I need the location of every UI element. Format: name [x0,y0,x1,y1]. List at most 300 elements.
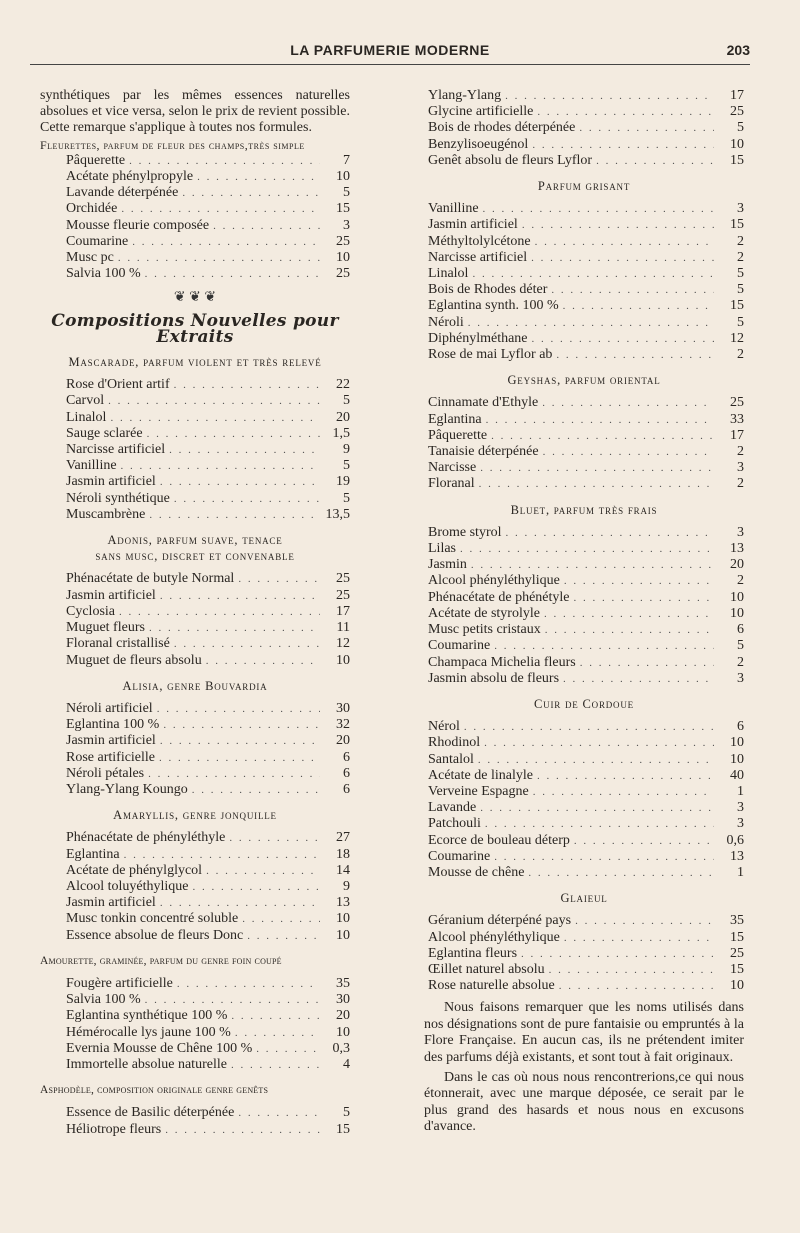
ingredient-name: Tanaisie déterpénée [428,444,539,460]
ingredient-row [40,393,350,409]
ingredient-row [424,622,744,638]
ingredient-row [424,573,744,589]
running-title: LA PARFUMERIE MODERNE [290,42,490,58]
ingredient-quantity: 2 [737,444,744,460]
ingredient-row [424,395,744,411]
ingredient-row [40,1122,350,1138]
ingredient-name: Musc tonkin concentré soluble [66,911,239,927]
ingredient-quantity: 5 [737,266,744,282]
leader-dots [157,701,320,717]
ingredient-row [424,541,744,557]
ingredient-quantity: 3 [737,460,744,476]
ingredient-quantity: 10 [730,136,744,152]
ingredient-quantity: 9 [343,878,350,894]
leader-dots [551,282,714,298]
leader-dots [494,849,714,865]
ingredient-quantity: 25 [730,104,744,120]
leader-dots [160,895,320,911]
ingredient-name: Jasmin artificiel [66,895,156,911]
ingredient-name: Pâquerette [428,427,488,443]
ingredient-quantity: 13 [336,895,350,911]
leader-dots [545,622,714,638]
leader-dots [460,541,714,557]
ingredient-name: Phénacétate de phényléthyle [66,830,226,846]
ingredient-quantity: 5 [737,282,744,298]
ingredient-row [424,331,744,347]
leader-dots [121,201,320,217]
leader-dots [480,460,714,476]
ingredient-name: Orchidée [66,201,118,217]
ingredient-name: Eglantina fleurs [428,945,518,961]
ingredient-quantity: 22 [336,377,350,393]
leader-dots [177,976,320,992]
leader-dots [494,638,714,654]
ingredient-row [40,879,350,895]
leader-dots [160,588,320,604]
ingredient-name: Lavande [428,800,477,816]
ingredient-row [40,992,350,1008]
ingredient-quantity: 5 [343,1105,350,1121]
ingredient-name: Alcool phényléthylique [428,573,560,589]
ingredient-quantity: 12 [336,636,350,652]
ingredient-quantity: 0,6 [726,832,744,848]
ingredient-row [424,88,744,104]
ingredient-name: Bois de Rhodes déter [428,282,548,298]
ingredient-quantity: 13,5 [325,506,350,522]
ingredient-row [40,474,350,490]
ingredient-row [424,120,744,136]
ingredient-quantity: 17 [336,603,350,619]
ingredient-row [40,426,350,442]
ingredient-name: Mousse fleurie composée [66,217,210,233]
ingredient-row [40,1025,350,1041]
formula-list [40,701,350,798]
ingredient-quantity: 3 [343,217,350,233]
ingredient-quantity: 25 [730,395,744,411]
ingredient-row [424,768,744,784]
ingredient-quantity: 0,3 [332,1040,350,1056]
ingredient-quantity: 5 [343,490,350,506]
ingredient-name: Floranal cristallisé [66,636,170,652]
leader-dots [235,1025,320,1041]
ingredient-name: Héliotrope fleurs [66,1121,162,1137]
leader-dots [521,946,714,962]
leader-dots [491,428,714,444]
ingredient-name: Eglantina [66,846,120,862]
leader-dots [119,604,320,620]
formula-list [424,913,744,994]
ingredient-name: Néroli [428,314,464,330]
left-column [40,88,350,1138]
ingredient-name: Verveine Espagne [428,783,529,799]
leader-dots [247,928,320,944]
ingredient-row [424,266,744,282]
formula-list [424,395,744,492]
ingredient-name: Nérol [428,719,460,735]
leader-dots [165,1122,320,1138]
ingredient-quantity: 25 [730,945,744,961]
ingredient-row [40,410,350,426]
ingredient-row [424,913,744,929]
ingredient-name: Rose d'Orient artif [66,377,170,393]
leader-dots [531,250,714,266]
ingredient-name: Rose artificielle [66,749,156,765]
leader-dots [206,653,320,669]
section-title-mascarade: Mascarade, parfum violent et très relevé [68,355,322,370]
ingredient-row [40,153,350,169]
ingredient-quantity: 13 [730,848,744,864]
ingredient-quantity: 10 [730,735,744,751]
ingredient-quantity: 1 [737,783,744,799]
ingredient-quantity: 6 [737,719,744,735]
ingredient-quantity: 2 [737,573,744,589]
ingredient-row [40,863,350,879]
ingredient-quantity: 15 [730,152,744,168]
formula-list [40,571,350,668]
ingredient-row [40,1008,350,1024]
page-number: 203 [726,42,750,58]
ingredient-name: Vanilline [428,201,479,217]
ingredient-row [424,217,744,233]
section-title-cuir: Cuir de Cordoue [534,696,634,711]
ingredient-quantity: 2 [737,249,744,265]
ingredient-quantity: 5 [343,458,350,474]
ingredient-name: Ylang-Ylang [428,88,502,103]
ingredient-row [40,491,350,507]
ingredient-row [424,412,744,428]
leader-dots [147,426,320,442]
ingredient-name: Eglantina synthétique 100 % [66,1008,228,1024]
ingredient-row [424,282,744,298]
leader-dots [537,768,714,784]
leader-dots [483,201,714,217]
ingredient-row [40,507,350,523]
leader-dots [163,717,320,733]
ingredient-name: Eglantina 100 % [66,717,160,733]
ingredient-name: Muscambrène [66,506,146,522]
section-title-grisant: Parfum grisant [537,179,631,194]
leader-dots [238,571,320,587]
ingredient-quantity: 10 [336,652,350,668]
ingredient-row [40,1057,350,1073]
leader-dots [484,735,714,751]
ingredient-quantity: 10 [730,751,744,767]
section-title-bluet: Bluet, parfum très frais [510,502,658,517]
ingredient-quantity: 15 [730,961,744,977]
ingredient-name: Immortelle absolue naturelle [66,1056,227,1072]
section-title-amourette: Amourette, graminée, parfum du genre foin coupé [40,954,282,967]
ingredient-name: Cyclosia [66,603,115,619]
ingredient-quantity: 5 [737,638,744,654]
leader-dots [522,217,714,233]
ingredient-name: Eglantina synth. 100 % [428,298,559,314]
ingredient-name: Musc pc [66,250,114,266]
ingredient-quantity: 35 [730,913,744,929]
leader-dots [129,153,320,169]
ingredient-name: Œillet naturel absolu [428,961,545,977]
ingredient-name: Néroli pétales [66,765,145,781]
ingredient-row [424,800,744,816]
leader-dots [471,557,714,573]
leader-dots [535,234,714,250]
section-title-adonis: Adonis, parfum suave, tenace [107,533,283,548]
ingredient-quantity: 2 [737,347,744,363]
leader-dots [121,458,320,474]
ingredient-name: Acétate phénylpropyle [66,169,194,185]
leader-dots [563,671,714,687]
ingredient-row [424,444,744,460]
ingredient-name: Acétate de linalyle [428,767,533,783]
ingredient-name: Acétate de phénylglycol [66,862,203,878]
ingredient-row [40,847,350,863]
ingredient-quantity: 13 [730,541,744,557]
ingredient-name: Acétate de styrolyle [428,605,540,621]
ingredient-row [424,298,744,314]
leader-dots [238,1105,320,1121]
ingredient-name: Jasmin artificiel [66,474,156,490]
ingredient-name: Patchouli [428,816,481,832]
ingredient-name: Salvia 100 % [66,992,141,1008]
ingredient-quantity: 30 [336,700,350,716]
ingredient-name: Genêt absolu de fleurs Lyflor [428,152,593,168]
ingredient-name: Lilas [428,541,456,557]
ingredient-row [424,978,744,994]
ingredient-row [40,218,350,234]
ingredient-quantity: 15 [730,929,744,945]
ingredient-quantity: 10 [730,605,744,621]
ingredient-name: Lavande déterpénée [66,185,179,201]
ingredient-quantity: 11 [336,620,350,636]
ingredient-row [40,733,350,749]
ingredient-row [424,849,744,865]
ingredient-name: Phénacétate de phénétyle [428,589,570,605]
leader-dots [505,88,714,104]
ingredient-row [40,782,350,798]
leader-dots [479,476,714,492]
ingredient-name: Rhodinol [428,735,481,751]
ingredient-row [424,930,744,946]
ingredient-quantity: 30 [336,992,350,1008]
ingredient-row [40,185,350,201]
ingredient-name: Alcool toluyéthylique [66,878,189,894]
leader-dots [579,120,714,136]
ingredient-quantity: 1,5 [332,425,350,441]
ingredient-quantity: 4 [343,1056,350,1072]
ingredient-quantity: 10 [730,978,744,994]
ingredient-quantity: 20 [336,1008,350,1024]
ingredient-name: Glycine artificielle [428,104,534,120]
ingredient-row [424,606,744,622]
ingredient-quantity: 20 [730,557,744,573]
formula-list [424,719,744,881]
section-title-asphodele: Asphodèle, composition originale genre genêts [40,1084,269,1097]
ingredient-row [40,442,350,458]
ingredient-quantity: 17 [730,88,744,103]
leader-dots [596,153,714,169]
ingredient-quantity: 2 [737,654,744,670]
leader-dots [192,879,320,895]
formula-list [40,377,350,523]
ingredient-name: Méthyltolylcétone [428,233,531,249]
ingredient-row [40,234,350,250]
ingredient-quantity: 5 [737,314,744,330]
leader-dots [149,507,320,523]
ingredient-quantity: 5 [343,393,350,409]
intro-paragraph: synthétiques par les mêmes essences naturelles absolues et vice versa, selon le prix de revient possible. Cette remarque s'applique à toutes nos formules. [40,88,350,136]
leader-dots [532,331,714,347]
ingredient-name: Floranal [428,476,475,492]
ornament: ❦ ❦ ❦ [173,290,217,306]
ingredient-quantity: 10 [336,169,350,185]
ingredient-quantity: 6 [737,622,744,638]
ingredient-name: Jasmin absolu de fleurs [428,670,560,686]
ingredient-name: Ylang-Ylang Koungo [66,781,188,797]
ingredient-quantity: 10 [336,250,350,266]
ingredient-row [40,911,350,927]
ingredient-quantity: 17 [730,427,744,443]
leader-dots [108,393,320,409]
leader-dots [182,185,320,201]
leader-dots [580,655,714,671]
ingredient-quantity: 15 [336,201,350,217]
leader-dots [472,266,714,282]
ingredient-name: Evernia Mousse de Chêne 100 % [66,1040,253,1056]
leader-dots [543,444,714,460]
ingredient-name: Essence de Basilic déterpénée [66,1105,235,1121]
ingredient-row [424,671,744,687]
ingredient-name: Coumarine [66,233,129,249]
ingredient-name: Vanilline [66,458,117,474]
ingredient-row [40,571,350,587]
ingredient-quantity: 15 [730,298,744,314]
ingredient-quantity: 10 [336,911,350,927]
compositions-heading: Compositions Nouvelles pour Extraits [51,310,339,347]
leader-dots [537,104,714,120]
leader-dots [160,474,320,490]
leader-dots [231,1008,320,1024]
ingredient-quantity: 14 [336,862,350,878]
ingredient-row [40,1105,350,1121]
ingredient-quantity: 2 [737,233,744,249]
formula-list [40,1105,350,1137]
leader-dots [160,733,320,749]
ingredient-name: Musc petits cristaux [428,622,541,638]
ingredient-name: Sauge sclarée [66,425,143,441]
formula-list [40,976,350,1073]
leader-dots [478,752,714,768]
ingredient-quantity: 33 [730,411,744,427]
ingredient-quantity: 10 [336,927,350,943]
ingredient-row [424,525,744,541]
ingredient-row [40,701,350,717]
ingredient-name: Alcool phényléthylique [428,929,560,945]
ingredient-name: Pâquerette [66,152,126,168]
formula-list [424,88,744,169]
ingredient-name: Santalol [428,751,474,767]
ingredient-name: Muguet fleurs [66,620,145,636]
leader-dots [169,442,320,458]
ingredient-row [424,833,744,849]
ingredient-quantity: 19 [336,474,350,490]
ingredient-row [40,766,350,782]
ingredient-quantity: 5 [343,185,350,201]
ingredient-quantity: 6 [343,765,350,781]
leader-dots [174,491,320,507]
ingredient-quantity: 10 [336,1024,350,1040]
formula-list [424,201,744,363]
leader-dots [573,590,714,606]
ingredient-row [40,250,350,266]
formula-list [424,525,744,687]
ingredient-name: Rose de mai Lyflor ab [428,347,553,363]
leader-dots [132,234,320,250]
ingredient-row [424,752,744,768]
ingredient-row [40,928,350,944]
ingredient-quantity: 20 [336,733,350,749]
ingredient-row [40,653,350,669]
ingredient-row [40,458,350,474]
ingredient-name: Champaca Michelia fleurs [428,654,576,670]
leader-dots [206,863,320,879]
ingredient-name: Narcisse artificiel [66,442,166,458]
leader-dots [229,830,320,846]
leader-dots [145,266,320,282]
ingredient-row [424,962,744,978]
ingredient-row [424,816,744,832]
ingredient-row [40,750,350,766]
leader-dots [159,750,320,766]
ingredient-name: Rose naturelle absolue [428,978,555,994]
leader-dots [149,620,320,636]
leader-dots [110,410,320,426]
section-title-amaryllis: Amaryllis, genre jonquille [113,808,277,823]
ingredient-row [40,830,350,846]
ingredient-name: Linalol [66,409,107,425]
leader-dots [464,719,714,735]
ingredient-name: Bois de rhodes déterpénée [428,120,576,136]
section-title-alisia: Alisia, genre Bouvardia [122,678,268,693]
ingredient-name: Mousse de chêne [428,864,525,880]
ingredient-row [424,784,744,800]
leader-dots [480,800,714,816]
ingredient-name: Diphénylméthane [428,330,528,346]
leader-dots [549,962,714,978]
ingredient-quantity: 25 [336,587,350,603]
ingredient-row [424,735,744,751]
leader-dots [148,766,320,782]
ingredient-quantity: 6 [343,781,350,797]
note-paragraph: Nous faisons remarquer que les noms utilisés dans nos désignations sont de pure fantaisie ou empruntés à la Flore Française. En aucun cas, ils ne prétendent imiter des parfums déjà existants, et sont tout à fait originaux. [424,1000,744,1065]
leader-dots [242,911,320,927]
leader-dots [118,250,320,266]
ingredient-row [424,476,744,492]
ingredient-row [40,201,350,217]
ingredient-quantity: 2 [737,476,744,492]
ingredient-row [40,588,350,604]
formula-list [40,153,350,283]
ingredient-row [40,636,350,652]
leader-dots [468,315,714,331]
ingredient-row [424,137,744,153]
ingredient-row [424,234,744,250]
ingredient-quantity: 3 [737,670,744,686]
leader-dots [575,913,714,929]
ingredient-row [424,428,744,444]
ingredient-row [40,895,350,911]
ingredient-quantity: 25 [336,266,350,282]
ingredient-quantity: 7 [343,152,350,168]
ingredient-quantity: 1 [737,864,744,880]
